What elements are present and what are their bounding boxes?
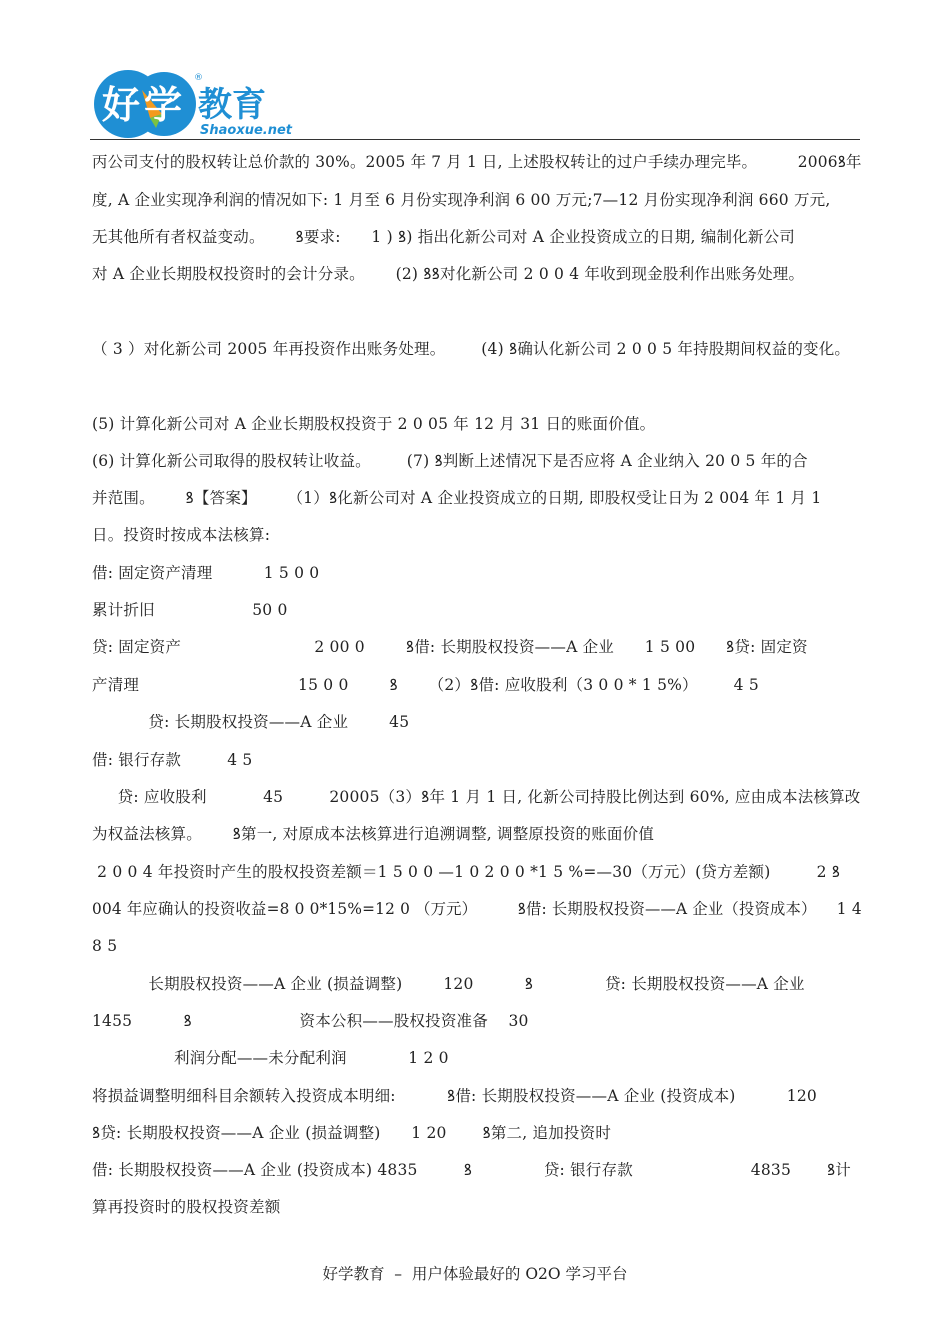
text-line: (5) 计算化新公司对 A 企业长期股权投资于 2 0 05 年 12 月 31 日的账面价值。 <box>92 415 656 433</box>
text-line: 并范围。 ꝸ【答案】 （1）ꝸ化新公司对 A 企业投资成立的日期, 即股权受让日为 2 004 年 1 月 1 <box>92 489 822 507</box>
text-line: 丙公司支付的股权转让总价款的 30%。2005 年 7 月 1 日, 上述股权转让的过户手续办理完毕。 2006ꝸ年 <box>92 153 862 171</box>
page-footer: 好学教育 – 用户体验最好的 O2O 学习平台 <box>322 1265 628 1283</box>
text-line: 贷: 长期股权投资——A 企业 45 <box>92 713 410 731</box>
text-line: 算再投资时的股权投资差额 <box>92 1198 281 1216</box>
logo-mark-icon <box>90 62 300 144</box>
text-line: 2 0 0 4 年投资时产生的股权投资差额＝1 5 0 0 —1 0 2 0 0 *1 5 %=—30（万元）(贷方差额) 2 ꝸ <box>92 863 841 881</box>
text-line: 贷: 固定资产 2 00 0 ꝸ借: 长期股权投资——A 企业 1 5 00 ꝸ贷: 固定资 <box>92 638 808 656</box>
text-line: 长期股权投资——A 企业 (损益调整) 120 ꝸ 贷: 长期股权投资——A 企业 <box>92 975 805 993</box>
text-line: 日。投资时按成本法核算: <box>92 526 271 544</box>
svg-text:教育: 教育 <box>198 85 266 125</box>
text-line: 累计折旧 50 0 <box>92 601 288 619</box>
text-line: 借: 长期股权投资——A 企业 (投资成本) 4835 ꝸ 贷: 银行存款 4835 ꝸ计 <box>92 1161 851 1179</box>
text-line: 无其他所有者权益变动。 ꝸ要求: 1 ) ꝸ) 指出化新公司对 A 企业投资成立的日期, 编制化新公司 <box>92 228 795 246</box>
text-line: 产清理 15 0 0 ꝸ （2）ꝸ借: 应收股利（3 0 0 * 1 5%） 4 5 <box>92 676 759 694</box>
svg-text:Shaoxue.net: Shaoxue.net <box>200 123 293 138</box>
text-line: 为权益法核算。 ꝸ第一, 对原成本法核算进行追溯调整, 调整原投资的账面价值 <box>92 825 655 843</box>
text-line: 1455 ꝸ 资本公积——股权投资准备 30 <box>92 1012 529 1030</box>
svg-text:®: ® <box>194 73 203 83</box>
text-line: (6) 计算化新公司取得的股权转让收益。 (7) ꝸ判断上述情况下是否应将 A 企业纳入 20 0 5 年的合 <box>92 452 808 470</box>
text-line: 度, A 企业实现净利润的情况如下: 1 月至 6 月份实现净利润 6 00 万元;7—12 月份实现净利润 660 万元, <box>92 191 831 209</box>
header-rule <box>90 139 860 140</box>
svg-text:好: 好 <box>102 83 141 127</box>
text-line: 对 A 企业长期股权投资时的会计分录。 (2) ꝸꝸ对化新公司 2 0 0 4 年收到现金股利作出账务处理。 <box>92 265 805 283</box>
text-line: 利润分配——未分配利润 1 2 0 <box>92 1049 449 1067</box>
shaoxue-logo <box>90 62 300 144</box>
text-line: 借: 固定资产清理 1 5 0 0 <box>92 564 320 582</box>
text-line: 8 5 <box>92 937 118 955</box>
svg-text:学: 学 <box>144 83 183 127</box>
text-line: 贷: 应收股利 45 20005（3）ꝸ年 1 月 1 日, 化新公司持股比例达到 60%, 应由成本法核算改 <box>92 788 861 806</box>
text-line: （ 3 ）对化新公司 2005 年再投资作出账务处理。 (4) ꝸ确认化新公司 2 0 0 5 年持股期间权益的变化。 <box>92 340 851 358</box>
text-line: ꝸ贷: 长期股权投资——A 企业 (损益调整) 1 20 ꝸ第二, 追加投资时 <box>92 1124 612 1142</box>
text-line: 将损益调整明细科目余额转入投资成本明细: ꝸ借: 长期股权投资——A 企业 (投资成本) 120 <box>92 1087 817 1105</box>
text-line: 借: 银行存款 4 5 <box>92 751 253 769</box>
text-line: 004 年应确认的投资收益=8 0 0*15%=12 0 （万元） ꝸ借: 长期股权投资——A 企业（投资成本） 1 4 <box>92 900 862 918</box>
